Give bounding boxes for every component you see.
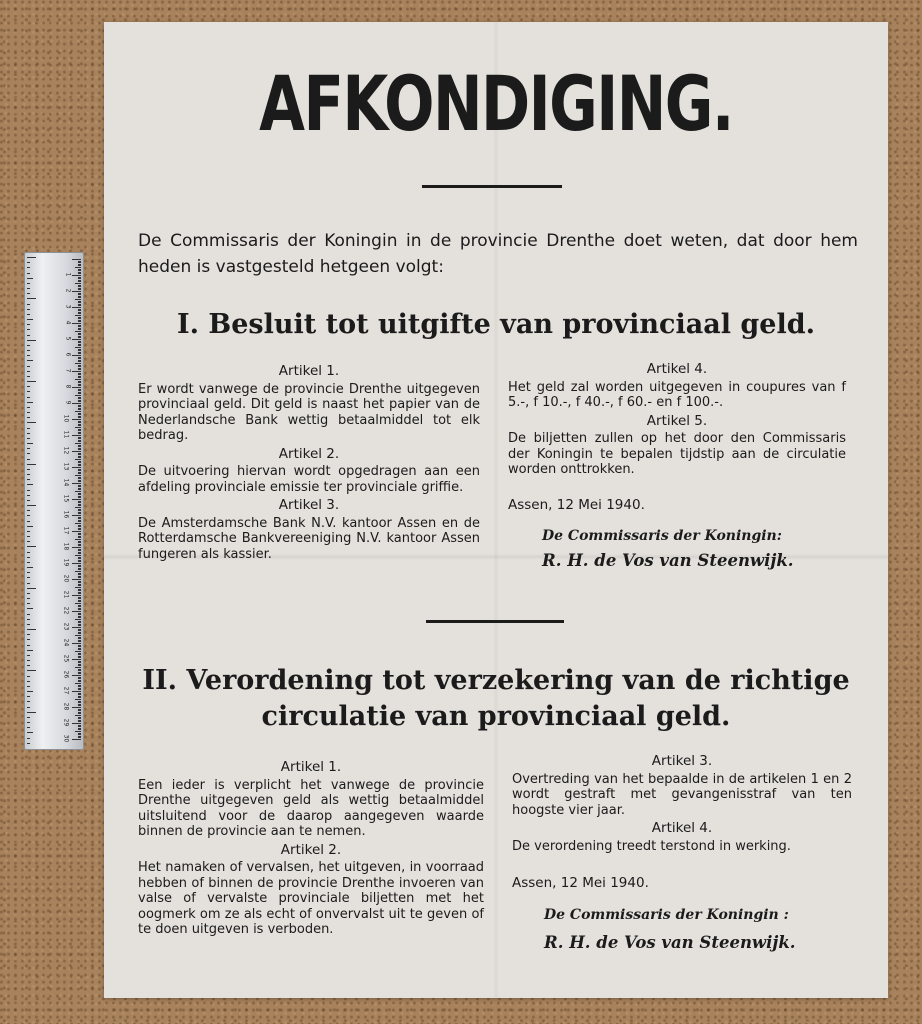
ruler-tick: [27, 634, 30, 635]
ruler-tick: [27, 464, 36, 465]
ruler-tick: [27, 428, 30, 429]
ruler-tick: [27, 345, 30, 346]
ruler-tick: [27, 732, 33, 733]
ruler-cm-label: 25: [62, 654, 70, 663]
ruler-tick: [27, 329, 30, 330]
ruler-cm-label: 5: [64, 336, 72, 341]
ruler-cm-label: 21: [62, 590, 70, 599]
ruler-tick: [27, 681, 30, 682]
ruler-tick: [27, 391, 30, 392]
ruler-cm-label: 10: [62, 414, 70, 423]
ruler-cm-label: 14: [62, 478, 70, 487]
article-text: Het geld zal worden uitgegeven in coupures van f 5.-, f 10.-, f 40.-, f 60.- en f 100.-.: [508, 379, 846, 410]
section-2-right-column: [512, 752, 852, 951]
ruler-tick: [27, 624, 30, 625]
ruler-tick: [27, 598, 30, 599]
ruler-tick: [27, 743, 30, 744]
ruler-cm-label: 15: [62, 494, 70, 503]
ruler-tick: [27, 490, 30, 491]
ruler-tick: [27, 376, 30, 377]
ruler-tick: [27, 645, 30, 646]
ruler-cm-label: 9: [64, 400, 72, 405]
ruler-tick: [27, 381, 36, 382]
ruler-tick: [27, 629, 36, 630]
ruler-tick: [27, 686, 30, 687]
ruler-tick: [27, 541, 30, 542]
ruler-tick: [27, 469, 30, 470]
ruler-inch-scale: [27, 253, 41, 749]
ruler-tick: [27, 267, 30, 268]
signature-role: De Commissaris der Koningin :: [544, 906, 789, 923]
article-title: Artikel 3.: [651, 753, 713, 769]
ruler-tick: [27, 526, 33, 527]
ruler-tick: [27, 314, 30, 315]
ruler-tick: [27, 412, 30, 413]
ruler-tick: [27, 309, 30, 310]
ruler-tick: [27, 552, 30, 553]
ruler-tick: [27, 459, 30, 460]
ruler-tick: [27, 438, 30, 439]
ruler-tick: [27, 670, 36, 671]
article-text: Er wordt vanwege de provincie Drenthe uitgegeven provinciaal geld. Dit geld is naast het papier van de Nederlandsche Bank wettig betaalmiddel tot elk bedrag.: [138, 381, 480, 443]
ruler-tick: [27, 350, 30, 351]
ruler-tick: [27, 422, 36, 423]
ruler-tick: [27, 278, 33, 279]
ruler-tick: [72, 739, 81, 740]
ruler-tick: [27, 619, 30, 620]
ruler-tick: [27, 510, 30, 511]
ruler-cm-label: 20: [62, 574, 70, 583]
ruler-cm-label: 7: [64, 368, 72, 373]
ruler-tick: [27, 557, 30, 558]
article-title: Artikel 4.: [651, 820, 713, 836]
ruler-tick: [27, 717, 30, 718]
signature-role: De Commissaris der Koningin:: [542, 528, 782, 544]
ruler-tick: [27, 298, 36, 299]
article-title: Artikel 1.: [278, 363, 340, 379]
section-1-heading: I. Besluit tot uitgifte van provinciaal geld.: [177, 309, 815, 340]
ruler-tick: [27, 676, 30, 677]
ruler-tick: [27, 417, 30, 418]
ruler-cm-label: 19: [62, 558, 70, 567]
ruler-tick: [27, 696, 30, 697]
article-title: Artikel 4.: [646, 361, 708, 377]
dateline: Assen, 12 Mei 1940.: [512, 875, 649, 891]
ruler-tick: [27, 707, 30, 708]
section-1-left-column: [138, 362, 480, 565]
article-text: Het namaken of vervalsen, het uitgeven, in voorraad hebben of binnen de provincie Drenthe invoeren van valse of vervalste provinciale biljetten met het oogmerk om ze als echt of onvervalst uit te geven of te doen uitgeven is verboden.: [138, 860, 484, 937]
ruler-tick: [27, 293, 30, 294]
ruler-cm-label: 29: [62, 718, 70, 727]
ruler-tick: [27, 407, 30, 408]
article-title: Artikel 1.: [280, 759, 342, 775]
ruler-cm-label: 2: [64, 288, 72, 293]
dateline: Assen, 12 Mei 1940.: [508, 496, 645, 513]
ruler-tick: [27, 572, 30, 573]
article-title: Artikel 3.: [278, 497, 340, 513]
ruler-tick: [27, 722, 30, 723]
ruler-tick: [27, 304, 30, 305]
ruler-cm-label: 3: [64, 304, 72, 309]
ruler-cm-label: 24: [62, 638, 70, 647]
section-2-left-column: [138, 758, 484, 941]
ruler-tick: [27, 691, 33, 692]
ruler-tick: [27, 603, 30, 604]
ruler-tick: [27, 288, 30, 289]
signature-name: R. H. de Vos van Steenwijk.: [542, 550, 794, 570]
signature-name: R. H. de Vos van Steenwijk.: [544, 933, 796, 952]
ruler-cm-label: 8: [64, 384, 72, 389]
article-text: De uitvoering hiervan wordt opgedragen aan een afdeling provinciale emissie ter provinciale griffie.: [138, 464, 480, 495]
ruler-tick: [27, 402, 33, 403]
section-2-heading-line-2: circulatie van provinciaal geld.: [261, 701, 731, 732]
ruler-tick: [27, 360, 33, 361]
ruler-cm-label: 22: [62, 606, 70, 615]
ruler-tick: [27, 567, 33, 568]
ruler-tick: [27, 738, 30, 739]
ruler-tick: [27, 562, 30, 563]
article-text: Een ieder is verplicht het vanwege de provincie Drenthe uitgegeven geld als wettig betaalmiddel uitsluitend voor de daarop aangegeven waarde binnen de provincie aan te nemen.: [138, 777, 484, 839]
intro-text: De Commissaris der Koningin in de provincie Drenthe doet weten, dat door hem heden is vastgesteld hetgeen volgt:: [138, 231, 858, 277]
proclamation-poster: [104, 22, 888, 998]
poster-title: AFKONDIGING.: [259, 59, 733, 148]
ruler-tick: [27, 397, 30, 398]
divider-top: [422, 185, 562, 188]
ruler-tick: [27, 583, 30, 584]
article-text: De Amsterdamsche Bank N.V. kantoor Assen en de Rotterdamsche Bankvereeniging N.V. kantoor Assen fungeren als kassier.: [138, 515, 480, 562]
ruler-cm-label: 6: [64, 352, 72, 357]
ruler-tick: [27, 340, 36, 341]
ruler-tick: [27, 536, 30, 537]
ruler-tick: [27, 655, 30, 656]
ruler-tick: [27, 614, 30, 615]
ruler-tick: [27, 515, 30, 516]
ruler-tick: [27, 443, 33, 444]
ruler-cm-scale: [62, 253, 81, 749]
section-1-right-column: [508, 360, 846, 568]
ruler-tick: [27, 335, 30, 336]
ruler-tick: [27, 577, 30, 578]
ruler-tick: [27, 283, 30, 284]
ruler-tick: [27, 366, 30, 367]
ruler-cm-label: 23: [62, 622, 70, 631]
ruler-tick: [27, 324, 30, 325]
ruler-tick: [27, 665, 30, 666]
ruler-tick: [27, 386, 30, 387]
ruler-cm-label: 12: [62, 446, 70, 455]
ruler-tick: [27, 546, 36, 547]
ruler-tick: [27, 479, 30, 480]
article-title: Artikel 2.: [280, 841, 342, 858]
ruler-tick: [27, 500, 30, 501]
ruler-tick: [27, 505, 36, 506]
measuring-ruler: [24, 252, 84, 750]
article-text: De verordening treedt terstond in werking.: [512, 838, 791, 854]
ruler-tick: [27, 531, 30, 532]
article-text: Overtreding van het bepaalde in de artikelen 1 en 2 wordt gestraft met gevangenisstraf van ten hoogste vier jaar.: [512, 771, 852, 818]
ruler-tick: [27, 593, 30, 594]
ruler-tick: [27, 453, 30, 454]
ruler-tick: [27, 712, 36, 713]
ruler-tick: [27, 484, 33, 485]
ruler-tick: [27, 608, 33, 609]
ruler-tick: [27, 474, 30, 475]
ruler-tick: [27, 273, 30, 274]
ruler-tick: [27, 319, 33, 320]
ruler-tick: [27, 660, 30, 661]
ruler-cm-label: 27: [62, 686, 70, 695]
section-2-heading-line-1: II. Verordening tot verzekering van de richtige: [142, 665, 850, 696]
ruler-tick: [27, 257, 36, 258]
article-text: De biljetten zullen op het door den Commissaris der Koningin te bepalen tijdstip aan de circulatie worden onttrokken.: [508, 431, 846, 477]
article-title: Artikel 5.: [646, 412, 708, 429]
ruler-cm-label: 13: [62, 462, 70, 471]
ruler-tick: [27, 701, 30, 702]
ruler-cm-label: 17: [62, 526, 70, 535]
ruler-tick: [27, 262, 30, 263]
ruler-tick: [27, 495, 30, 496]
ruler-cm-label: 1: [64, 272, 72, 277]
ruler-tick: [27, 355, 30, 356]
ruler-cm-label: 18: [62, 542, 70, 551]
divider-middle: [426, 620, 564, 623]
ruler-tick: [27, 650, 33, 651]
ruler-tick: [27, 448, 30, 449]
ruler-cm-label: 30: [62, 734, 70, 743]
ruler-tick: [27, 371, 30, 372]
ruler-tick: [27, 639, 30, 640]
ruler-cm-label: 26: [62, 670, 70, 679]
ruler-cm-label: 11: [62, 430, 70, 439]
ruler-tick: [27, 433, 30, 434]
ruler-tick: [27, 588, 36, 589]
ruler-cm-label: 4: [64, 320, 72, 325]
ruler-cm-label: 28: [62, 702, 70, 711]
ruler-cm-label: 16: [62, 510, 70, 519]
ruler-tick: [27, 521, 30, 522]
article-title: Artikel 2.: [278, 445, 340, 462]
ruler-tick: [27, 727, 30, 728]
